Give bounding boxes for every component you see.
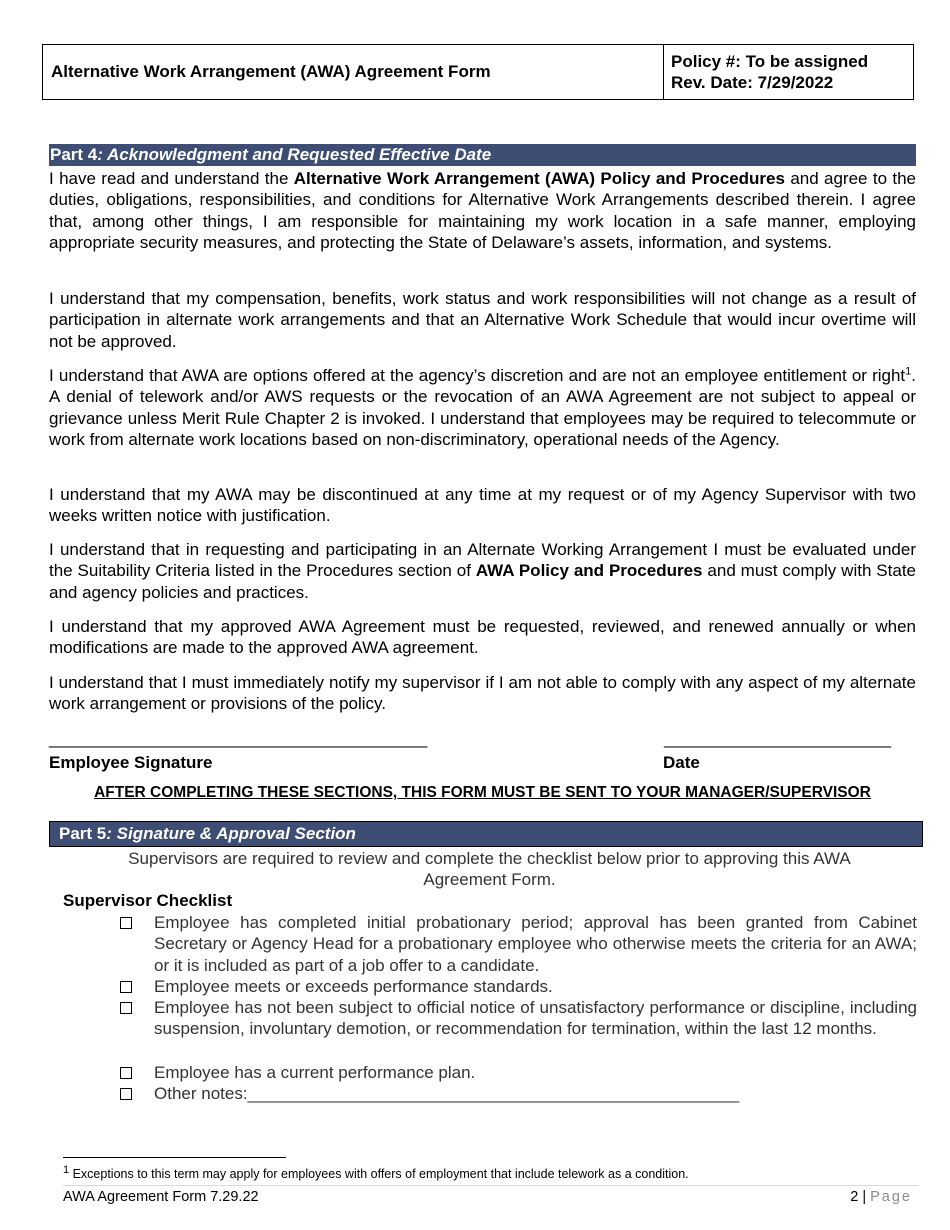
checkbox[interactable] <box>120 917 132 929</box>
footnote-rule <box>63 1157 286 1158</box>
part4-paragraph-6: I understand that my approved AWA Agreement must be requested, reviewed, and renewed annually or when modifications are made to the approved AWA agreement. <box>49 617 916 658</box>
policy-number: Policy #: To be assigned <box>671 52 869 71</box>
checklist-item: Employee has a current performance plan. <box>120 1062 917 1083</box>
routing-notice: AFTER COMPLETING THESE SECTIONS, THIS FORM MUST BE SENT TO YOUR MANAGER/SUPERVISOR <box>94 784 871 801</box>
part4-paragraph-7: I understand that I must immediately notify my supervisor if I am not able to comply with any aspect of my alternate work arrangement or provisions of the policy. <box>49 673 916 714</box>
footer-form-name: AWA Agreement Form 7.29.22 <box>63 1189 259 1205</box>
part4-paragraph-2: I understand that my compensation, benefits, work status and work responsibilities will not change as a result of participation in alternate work arrangements and that an Alternative Work Schedule that would incur overtime will not be approved. <box>49 289 916 351</box>
checklist-item: Employee has not been subject to official notice of unsatisfactory performance or discipline, including suspension, involuntary demotion, or recommendation for termination, within the last 12 months. <box>120 997 917 1040</box>
checklist-item: Other notes:____________________________________________________ <box>120 1083 917 1104</box>
date-line[interactable]: ________________________ <box>664 729 891 748</box>
revision-date: Rev. Date: 7/29/2022 <box>671 73 834 92</box>
checklist-title: Supervisor Checklist <box>63 891 233 910</box>
part5-heading: Part 5: Signature & Approval Section <box>49 821 923 847</box>
form-title: Alternative Work Arrangement (AWA) Agreement Form <box>43 45 664 99</box>
part4-paragraph-4: I understand that my AWA may be discontinued at any time at my request or of my Agency Supervisor with two weeks written notice with justification. <box>49 485 916 526</box>
part4-paragraph-5: I understand that in requesting and participating in an Alternate Working Arrangement I must be evaluated under the Suitability Criteria listed in the Procedures section of AWA Policy and Procedures and must comply with State and agency policies and practices. <box>49 540 916 602</box>
footer-rule <box>63 1185 918 1186</box>
page-number: 2 | Page <box>850 1189 912 1205</box>
part4-paragraph-1: I have read and understand the Alternative Work Arrangement (AWA) Policy and Procedures and agree to the duties, obligations, responsibilities, and conditions for Alternative Work Arrangements described therein. I agree that, among other things, I am responsible for maintaining my work location in a safe manner, employing appropriate security measures, and protecting the State of Delaware’s assets, information, and systems. <box>49 169 917 253</box>
checkbox[interactable] <box>120 1088 132 1100</box>
employee-signature-label: Employee Signature <box>49 753 213 772</box>
footnote: $^1$ Exceptions to this term may apply for employees with offers of employment that include telework as a condition. <box>63 1163 689 1181</box>
policy-info <box>664 45 913 99</box>
checklist-item: Employee has completed initial probationary period; approval has been granted from Cabinet Secretary or Agency Head for a probationary employee who otherwise meets the criteria for an AWA; or it is included as part of a job offer to a candidate. <box>120 912 917 976</box>
part4-paragraph-3: I understand that AWA are options offered at the agency’s discretion and are not an employee entitlement or right$^1$. A denial of telework and/or AWS requests or the revocation of an AWA Agreement are not subject to appeal or grievance unless Merit Rule Chapter 2 is invoked. I understand that employees may be required to telecommute or work from alternate work locations based on non-discriminatory, operational needs of the Agency. <box>49 365 916 450</box>
date-label: Date <box>663 753 700 772</box>
checkbox[interactable] <box>120 1067 132 1079</box>
form-header-table <box>42 44 914 100</box>
employee-signature-line[interactable]: ________________________________________ <box>49 729 428 748</box>
part5-intro: Supervisors are required to review and complete the checklist below prior to approving this AWA Agreement Form. <box>128 849 851 890</box>
part4-heading: Part 4: Acknowledgment and Requested Effective Date <box>49 144 916 166</box>
checkbox[interactable] <box>120 981 132 993</box>
footnote-ref: 1 <box>905 365 912 378</box>
checklist-item: Employee meets or exceeds performance standards. <box>120 976 917 997</box>
checkbox[interactable] <box>120 1002 132 1014</box>
